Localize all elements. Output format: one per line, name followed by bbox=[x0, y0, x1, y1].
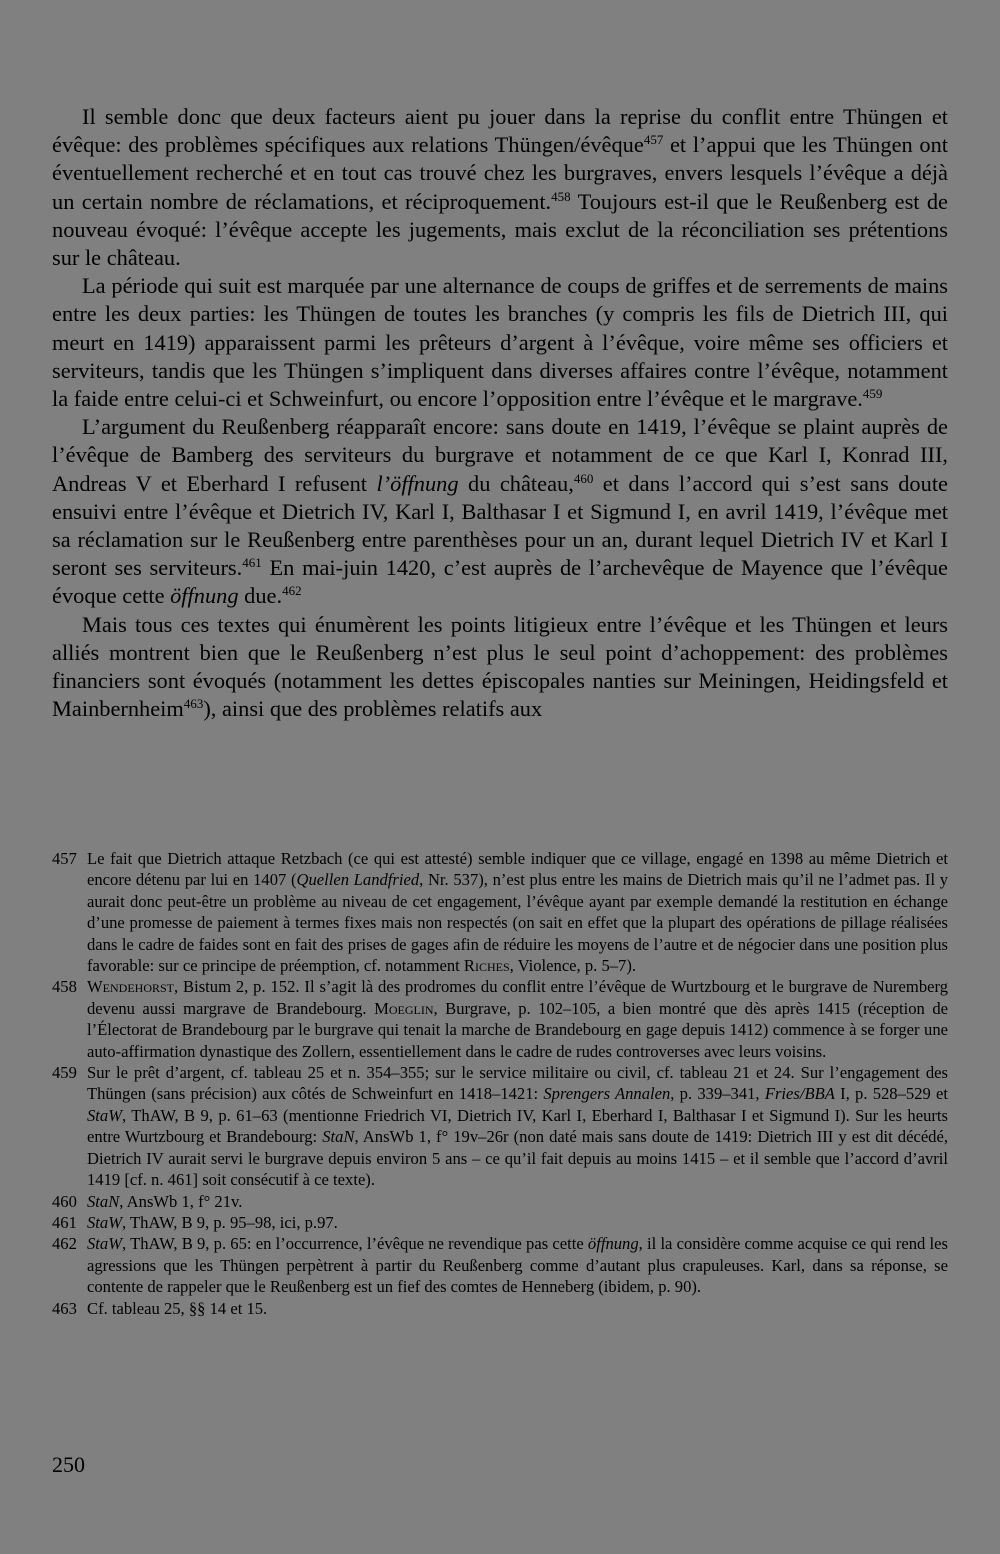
text-run: et dans l’accord qui s’est sans doute ensuivi entre l’évêque et Dietrich IV, Karl I, Balthasar I et Sigmund I, en avril 1419, l’évêque met sa réclamation sur le Reußenberg entre parenthèses pour un an, durant lequel Dietrich IV et Karl I seront ses serviteurs. bbox=[52, 470, 948, 581]
footnote-463 bbox=[52, 1298, 948, 1319]
author-name: Riches bbox=[463, 956, 510, 976]
footnote-ref-458[interactable]: 458 bbox=[551, 188, 571, 204]
text-run: due. bbox=[238, 583, 283, 609]
footnote-ref-460[interactable]: 460 bbox=[573, 470, 594, 486]
main-text bbox=[52, 103, 948, 723]
text-run: , AnsWb 1, f° 21v. bbox=[119, 1191, 243, 1211]
italic-title: Fries/BBA bbox=[764, 1084, 835, 1104]
text-run: , il la considère comme acquise ce qui rend les agressions que les Thüngen perpètrent à partir du Reußenberg comme d’autant plus crapuleuses. Karl, dans sa réponse, se contente de rappeler que le Reußenberg est un fief des comtes de Henneberg (ibidem, p. 90). bbox=[87, 1234, 948, 1297]
text-run: , ThAW, B 9, p. 65: en l’occurrence, l’évêque ne revendique pas cette bbox=[122, 1234, 588, 1254]
footnote-ref-463[interactable]: 463 bbox=[183, 696, 204, 712]
italic-archive: StaW bbox=[87, 1105, 123, 1125]
footnote-461 bbox=[52, 1212, 948, 1233]
text-run: , Burgrave, p. 102–105, a bien montré que dès après 1415 (réception de l’Électorat de Brandebourg par le burgrave qui tenait la marche de Brandebourg en gage depuis 1412) commence à se forger une auto-affirmation dynastique des Zollern, essentiellement dans le cadre de rudes controverses avec leurs voisins. bbox=[87, 998, 948, 1061]
text-run: , Bistum 2, p. 152. Il s’agit là des prodromes du conflit entre l’évêque de Wurtzbourg et le burgrave de Nuremberg devenu aussi margrave de Brandebourg. bbox=[87, 977, 948, 1018]
text-run: Cf. tableau 25, §§ 14 et 15. bbox=[87, 1298, 268, 1318]
footnote-ref-462[interactable]: 462 bbox=[282, 583, 302, 599]
text-run: En mai-juin 1420, c’est auprès de l’archevêque de Mayence que l’évêque évoque cette bbox=[52, 555, 948, 609]
italic-title: Sprengers Annalen bbox=[543, 1084, 671, 1104]
footnote-462 bbox=[52, 1233, 948, 1297]
author-name: Moeglin bbox=[374, 998, 434, 1018]
italic-term: l’öffnung bbox=[376, 470, 459, 496]
italic-archive: StaW bbox=[87, 1234, 123, 1254]
footnote-number: 457 bbox=[52, 849, 77, 868]
author-name: Wendehorst bbox=[87, 977, 174, 997]
paragraph-1 bbox=[52, 103, 948, 272]
footnote-ref-457[interactable]: 457 bbox=[643, 132, 664, 148]
footnote-460 bbox=[52, 1191, 948, 1212]
italic-title: Quellen Landfried bbox=[296, 870, 420, 890]
footnote-458 bbox=[52, 976, 948, 1062]
text-run: La période qui suit est marquée par une alternance de coups de griffes et de serrements de mains entre les deux parties: les Thüngen de toutes les branches (y compris les fils de Dietrich III, qui meurt en 1419) apparaissent parmi les prêteurs d’argent à l’évêque, voire même ses officiers et serviteurs, tandis que les Thüngen s’impliquent dans diverses affaires contre l’évêque, notamment la faide entre celui-ci et Schweinfurt, ou encore l’opposition entre l’évêque et le margrave. bbox=[52, 273, 948, 412]
paragraph-2 bbox=[52, 272, 948, 413]
footnotes bbox=[52, 848, 948, 1319]
text-run: , ThAW, B 9, p. 95–98, ici, p.97. bbox=[122, 1212, 338, 1232]
text-run: Toujours est-il que le Reußenberg est de nouveau évoqué: l’évêque accepte les jugements, mais exclut de la réconciliation ses prétentions sur le château. bbox=[52, 188, 948, 271]
footnote-ref-459[interactable]: 459 bbox=[862, 386, 883, 402]
text-run: , AnsWb 1, f° 19v–26r (non daté mais sans doute de 1419: Dietrich III y est dit décédé, Dietrich IV aurait servi le burgrave depuis environ 5 ans – ce qu’il fait depuis au moins 1415 – et il semble que l’accord d’avril 1419 [cf. n. 461] soit consécutif à ce texte). bbox=[87, 1127, 948, 1190]
text-run: ), ainsi que des problèmes relatifs aux bbox=[203, 696, 543, 722]
footnote-459 bbox=[52, 1062, 948, 1190]
text-run: et l’appui que les Thüngen ont éventuellement recherché et en tout cas trouvé chez les burgraves, envers lesquels l’évêque a déjà un certain nombre de réclamations, et réciproquement. bbox=[52, 132, 948, 214]
text-run: Mais tous ces textes qui énumèrent les points litigieux entre l’évêque et les Thüngen et leurs alliés montrent bien que le Reußenberg n’est plus le seul point d’achoppement: des problèmes financiers sont évoqués (notamment les dettes épiscopales nanties sur Meiningen, Heidingsfeld et Mainbernheim bbox=[52, 611, 948, 722]
text-run: , p. 339–341, bbox=[670, 1084, 765, 1104]
italic-archive: StaW bbox=[87, 1212, 123, 1232]
italic-term: öffnung bbox=[170, 583, 239, 609]
text-run: , Violence, p. 5–7). bbox=[509, 956, 637, 976]
paragraph-3 bbox=[52, 413, 948, 610]
text-run: , ThAW, B 9, p. 61–63 (mentionne Friedrich VI, Dietrich IV, Karl I, Eberhard I, Balthasar I et Sigmund I). Sur les heurts entre Wurtzbourg et Brandebourg: bbox=[87, 1105, 948, 1147]
text-run: I, p. 528–529 et bbox=[834, 1084, 949, 1104]
text-run: Sur le prêt d’argent, cf. tableau 25 et n. 354–355; sur le service militaire ou civil, cf. tableau 21 et 24. Sur l’engagement des Thüngen (sans précision) aux côtés de Schweinfurt en 1418–1421: bbox=[87, 1063, 948, 1104]
italic-archive: StaN bbox=[322, 1127, 355, 1147]
footnote-number: 460 bbox=[52, 1191, 77, 1211]
footnote-number: 463 bbox=[52, 1298, 77, 1318]
text-run: L’argument du Reußenberg réapparaît encore: sans doute en 1419, l’évêque se plaint auprès de l’évêque de Bamberg des serviteurs du burgrave et notamment de ce que Karl I, Konrad III, Andreas V et Eberhard I refusent bbox=[52, 414, 948, 496]
text-run: Le fait que Dietrich attaque Retzbach (ce qui est attesté) semble indiquer que ce village, engagé en 1398 au même Dietrich et encore détenu par lui en 1407 ( bbox=[87, 849, 948, 890]
paragraph-4 bbox=[52, 611, 948, 724]
page-number: 250 bbox=[52, 1452, 85, 1477]
italic-archive: StaN bbox=[87, 1191, 120, 1211]
text-run: , Nr. 537), n’est plus entre les mains de Dietrich mais qu’il ne l’admet pas. Il y aurait donc peut-être un problème au niveau de cet engagement, l’évêque ayant par exemple demandé la restitution en échange d’une promesse de paiement à termes fixes mais non respectés (on sait en effet que la plupart des opérations de pillage réalisées dans le cadre de faides sont en fait des prises de gages afin de réduire les moyens de l’autre et de négocier dans une position plus favorable: sur ce principe de préemption, cf. notamment bbox=[87, 870, 949, 976]
text-run: du château, bbox=[458, 470, 574, 496]
text-run: Il semble donc que deux facteurs aient pu jouer dans la reprise du conflit entre Thüngen et évêque: des problèmes spécifiques aux relations Thüngen/évêque bbox=[52, 104, 948, 158]
footnote-number: 458 bbox=[52, 977, 77, 997]
footnote-457 bbox=[52, 848, 948, 976]
footnote-number: 461 bbox=[52, 1212, 77, 1232]
footnote-ref-461[interactable]: 461 bbox=[242, 555, 262, 571]
footnote-number: 459 bbox=[52, 1063, 77, 1083]
footnote-number: 462 bbox=[52, 1234, 77, 1254]
italic-term: öffnung bbox=[587, 1234, 639, 1254]
